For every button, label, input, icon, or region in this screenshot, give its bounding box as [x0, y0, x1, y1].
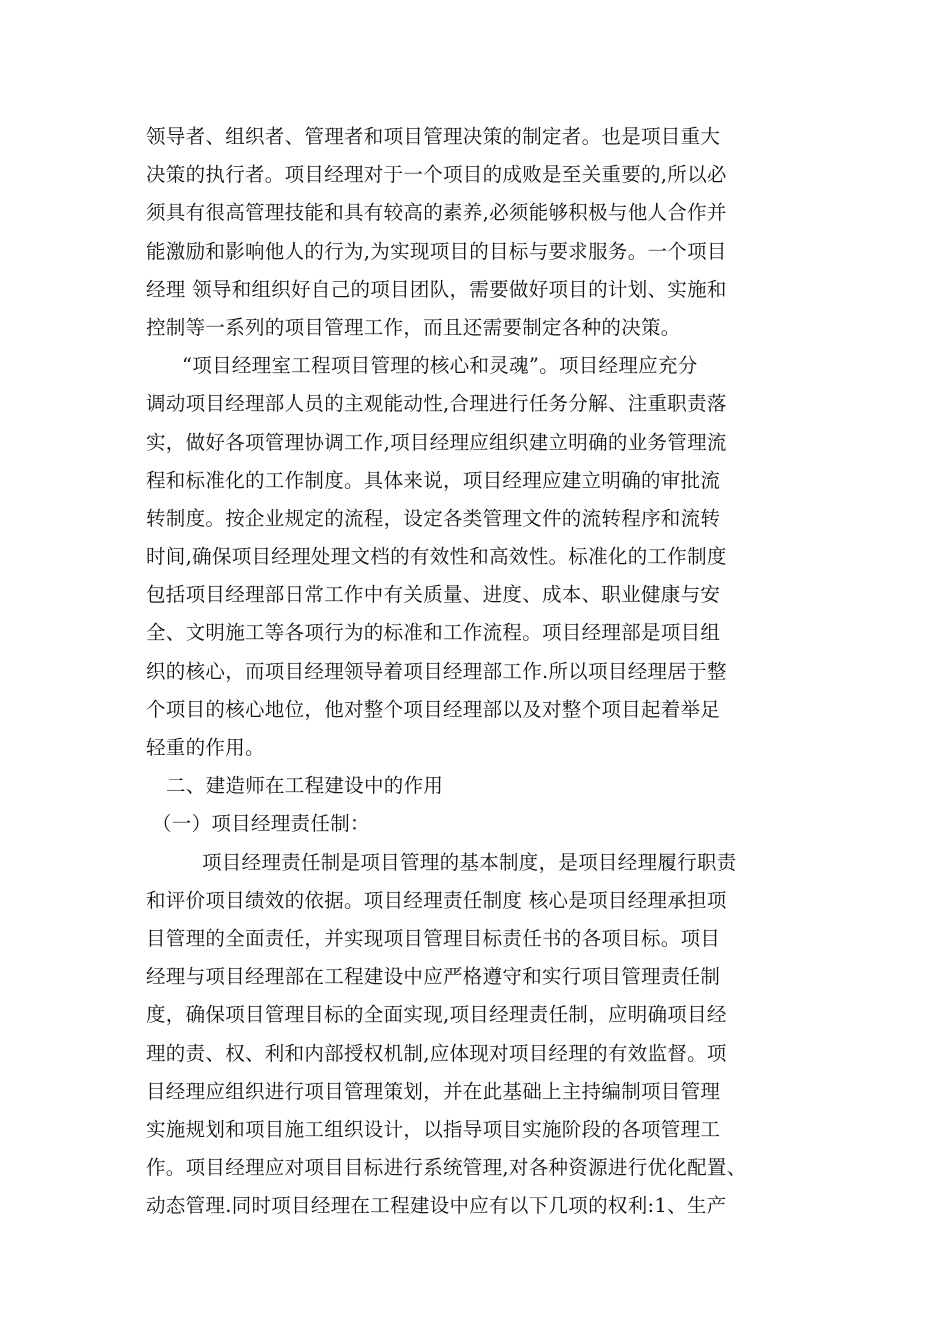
paragraph-start-line: “项目经理室工程项目管理的核心和灵魂”。项目经理应充分 [182, 354, 698, 378]
body-line: 经理与项目经理部在工程建设中应严格遵守和实行项目管理责任制 [146, 965, 721, 989]
body-line: 目管理的全面责任，并实现项目管理目标责任书的各项目标。项目 [146, 926, 721, 950]
body-line: 程和标准化的工作制度。具体来说，项目经理应建立明确的审批流 [146, 468, 721, 492]
body-line: 和评价项目绩效的依据。项目经理责任制度 核心是项目经理承担项 [146, 888, 727, 912]
body-line: 轻重的作用。 [146, 736, 265, 759]
body-line: 实施规划和项目施工组织设计，以指导项目实施阶段的各项管理工 [146, 1117, 721, 1141]
subsection-heading: （一）项目经理责任制： [152, 812, 370, 836]
document-body [146, 118, 816, 1225]
body-line: 理的责、权、利和内部授权机制,应体现对项目经理的有效监督。项 [146, 1041, 727, 1065]
body-line: 目经理应组织进行项目管理策划，并在此基础上主持编制项目管理 [146, 1079, 721, 1103]
body-line: 控制等一系列的项目管理工作，而且还需要制定各种的决策。 [146, 315, 681, 339]
body-line: 须具有很高管理技能和具有较高的素养,必须能够积极与他人合作并 [146, 201, 727, 225]
body-line: 织的核心，而项目经理领导着项目经理部工作.所以项目经理居于整 [146, 659, 727, 683]
body-line: 能激励和影响他人的行为,为实现项目的目标与要求服务。一个项目 [146, 239, 727, 263]
body-line: 时间,确保项目经理处理文档的有效性和高效性。标准化的工作制度 [146, 545, 727, 569]
body-line: 全、文明施工等各项行为的标准和工作流程。项目经理部是项目组 [146, 621, 721, 645]
body-line: 经理 领导和组织好自己的项目团队，需要做好项目的计划、实施和 [146, 277, 727, 301]
section-heading: 二、建造师在工程建设中的作用 [166, 774, 444, 798]
body-line: 决策的执行者。项目经理对于一个项目的成败是至关重要的,所以必 [146, 163, 727, 187]
body-line: 个项目的核心地位，他对整个项目经理部以及对整个项目起着举足 [146, 697, 721, 721]
body-line: 包括项目经理部日常工作中有关质量、进度、成本、职业健康与安 [146, 583, 721, 607]
body-line: 动态管理.同时项目经理在工程建设中应有以下几项的权利:1、生产 [146, 1194, 727, 1218]
body-line: 领导者、组织者、管理者和项目管理决策的制定者。也是项目重大 [146, 125, 721, 148]
body-line: 作。项目经理应对项目目标进行系统管理,对各种资源进行优化配置、 [146, 1156, 747, 1180]
body-line: 调动项目经理部人员的主观能动性,合理进行任务分解、注重职责落 [146, 392, 727, 416]
body-line: 转制度。按企业规定的流程，设定各类管理文件的流转程序和流转 [146, 506, 721, 530]
body-line: 度，确保项目管理目标的全面实现,项目经理责任制，应明确项目经 [146, 1003, 727, 1027]
paragraph-start-line: 项目经理责任制是项目管理的基本制度，是项目经理履行职责 [202, 850, 737, 874]
body-line: 实，做好各项管理协调工作,项目经理应组织建立明确的业务管理流 [146, 430, 727, 454]
